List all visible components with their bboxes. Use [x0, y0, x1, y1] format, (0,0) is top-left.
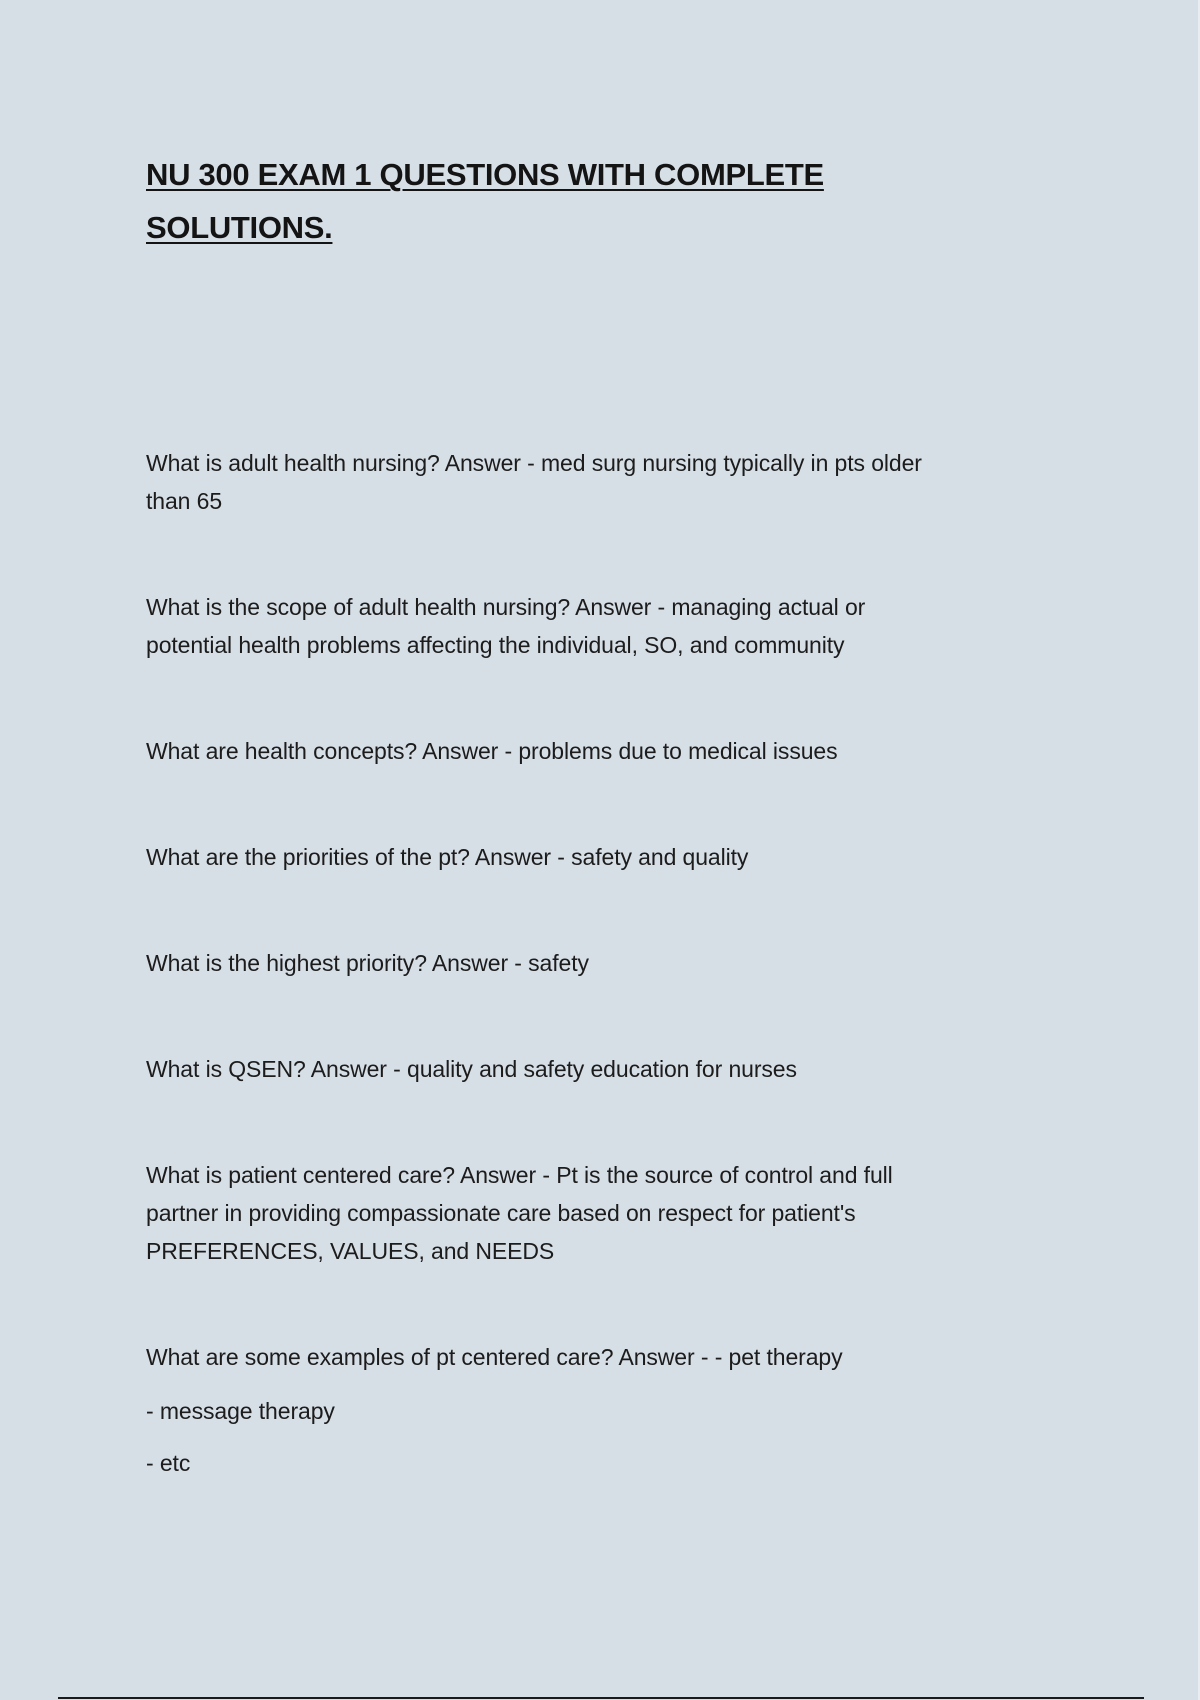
qa-item: [146, 732, 1046, 770]
qa-list: [146, 444, 1046, 1482]
qa-line: What is patient centered care? Answer - Pt is the source of control and full: [146, 1162, 893, 1188]
document-title: [146, 148, 1046, 254]
qa-item: [146, 1338, 1046, 1482]
qa-line: PREFERENCES, VALUES, and NEEDS: [146, 1238, 555, 1264]
title-line-2: SOLUTIONS.: [146, 210, 333, 245]
qa-item: [146, 1156, 1046, 1270]
qa-line: than 65: [146, 488, 223, 514]
qa-item: [146, 944, 1046, 982]
qa-bullet-line: - message therapy: [146, 1398, 335, 1424]
qa-item: [146, 838, 1046, 876]
qa-item: [146, 444, 1046, 520]
document-body: [146, 148, 1046, 1550]
qa-item: [146, 1050, 1046, 1088]
footer-rule: [58, 1697, 1144, 1699]
qa-line: What are health concepts? Answer - problems due to medical issues: [146, 738, 838, 764]
qa-line: What is the highest priority? Answer - safety: [146, 950, 589, 976]
qa-line: potential health problems affecting the individual, SO, and community: [146, 632, 845, 658]
qa-line: What is the scope of adult health nursing? Answer - managing actual or: [146, 594, 866, 620]
qa-line: partner in providing compassionate care based on respect for patient's: [146, 1200, 856, 1226]
qa-line: What are the priorities of the pt? Answer - safety and quality: [146, 844, 749, 870]
qa-line: What is QSEN? Answer - quality and safety education for nurses: [146, 1056, 797, 1082]
qa-line: What is adult health nursing? Answer - med surg nursing typically in pts older: [146, 450, 922, 476]
qa-bullet-line: - etc: [146, 1450, 191, 1476]
title-line-1: NU 300 EXAM 1 QUESTIONS WITH COMPLETE: [146, 157, 824, 192]
qa-item: [146, 588, 1046, 664]
qa-line: What are some examples of pt centered care? Answer - - pet therapy: [146, 1344, 843, 1370]
